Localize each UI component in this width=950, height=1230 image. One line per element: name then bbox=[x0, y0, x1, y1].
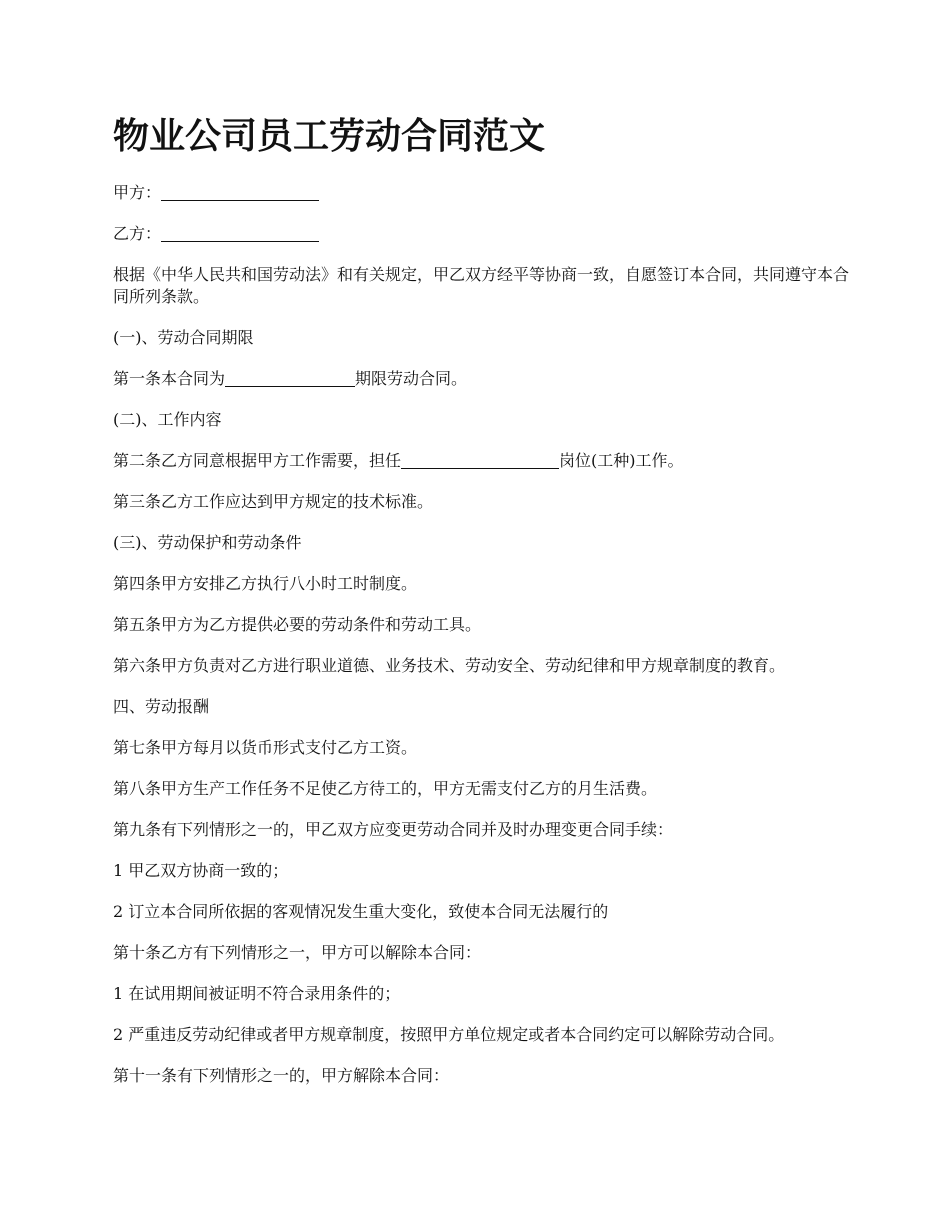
article-10-item-2: 2 严重违反劳动纪律或者甲方规章制度，按照甲方单位规定或者本合同约定可以解除劳动合同。 bbox=[113, 1025, 785, 1044]
article-2 bbox=[113, 450, 858, 472]
document-page bbox=[113, 108, 858, 1106]
party-b-line bbox=[113, 223, 858, 245]
article-7: 第七条甲方每月以货币形式支付乙方工资。 bbox=[113, 738, 418, 757]
article-4: 第四条甲方安排乙方执行八小时工时制度。 bbox=[113, 574, 418, 593]
article-3: 第三条乙方工作应达到甲方规定的技术标准。 bbox=[113, 492, 434, 511]
contract-term-blank bbox=[225, 370, 355, 387]
article-1-before: 第一条本合同为 bbox=[113, 369, 226, 388]
position-blank bbox=[401, 452, 559, 469]
document-title: 物业公司员工劳动合同范文 bbox=[113, 115, 546, 157]
party-b-blank bbox=[161, 225, 319, 242]
article-1-after: 期限劳动合同。 bbox=[355, 369, 468, 388]
party-a-blank bbox=[161, 184, 319, 201]
article-5: 第五条甲方为乙方提供必要的劳动条件和劳动工具。 bbox=[113, 615, 482, 634]
section-3-heading: (三)、劳动保护和劳动条件 bbox=[113, 533, 302, 552]
article-11: 第十一条有下列情形之一的，甲方解除本合同： bbox=[113, 1066, 450, 1085]
article-1 bbox=[113, 368, 858, 390]
article-9-item-1: 1 甲乙双方协商一致的； bbox=[113, 861, 289, 880]
article-2-after: 岗位(工种)工作。 bbox=[559, 451, 684, 470]
article-9: 第九条有下列情形之一的，甲乙双方应变更劳动合同并及时办理变更合同手续： bbox=[113, 820, 674, 839]
party-b-label: 乙方： bbox=[113, 224, 162, 243]
section-4-heading: 四、劳动报酬 bbox=[113, 697, 210, 716]
article-8: 第八条甲方生产工作任务不足使乙方待工的，甲方无需支付乙方的月生活费。 bbox=[113, 779, 658, 798]
section-2-heading: (二)、工作内容 bbox=[113, 410, 222, 429]
intro-paragraph: 根据《中华人民共和国劳动法》和有关规定，甲乙双方经平等协商一致，自愿签订本合同，共同遵守本合同所列条款。 bbox=[113, 265, 850, 306]
section-1-heading: (一)、劳动合同期限 bbox=[113, 328, 254, 347]
article-2-before: 第二条乙方同意根据甲方工作需要，担任 bbox=[113, 451, 402, 470]
article-9-item-2: 2 订立本合同所依据的客观情况发生重大变化，致使本合同无法履行的 bbox=[113, 902, 609, 921]
article-10: 第十条乙方有下列情形之一，甲方可以解除本合同： bbox=[113, 943, 482, 962]
party-a-line bbox=[113, 182, 858, 204]
party-a-label: 甲方： bbox=[113, 183, 162, 202]
article-6: 第六条甲方负责对乙方进行职业道德、业务技术、劳动安全、劳动纪律和甲方规章制度的教育。 bbox=[113, 656, 786, 675]
article-10-item-1: 1 在试用期间被证明不符合录用条件的； bbox=[113, 984, 401, 1003]
